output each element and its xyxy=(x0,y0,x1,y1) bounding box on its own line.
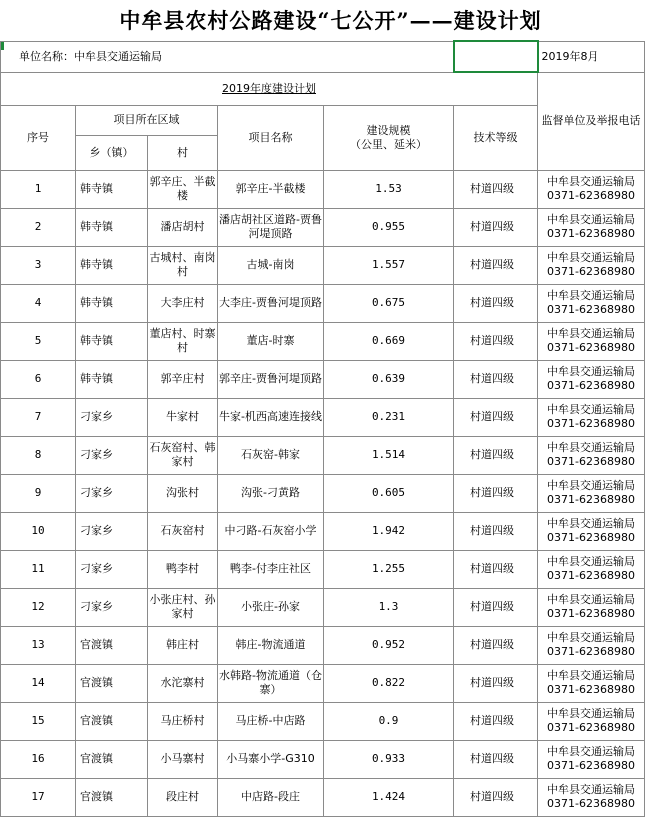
cell-township[interactable]: 刁家乡 xyxy=(76,398,148,436)
cell-seq[interactable]: 8 xyxy=(1,436,76,474)
unit-name-cell[interactable] xyxy=(1,41,454,72)
plan-table xyxy=(0,40,645,817)
supervisor-phone: 0371-62368980 xyxy=(547,759,635,772)
cell-village[interactable]: 小张庄村、孙家村 xyxy=(148,588,218,626)
cell-supervisor[interactable] xyxy=(538,170,645,208)
cell-scale[interactable]: 0.231 xyxy=(324,398,454,436)
header-name[interactable]: 项目名称 xyxy=(218,105,324,170)
cell-township[interactable]: 官渡镇 xyxy=(76,740,148,778)
cell-township[interactable]: 韩寺镇 xyxy=(76,246,148,284)
cell-project-name[interactable]: 牛家-机西高速连接线 xyxy=(218,398,324,436)
cell-township[interactable]: 刁家乡 xyxy=(76,474,148,512)
supervisor-unit: 中牟县交通运输局 xyxy=(547,707,635,720)
table-row xyxy=(1,740,645,778)
cell-village[interactable]: 水沱寨村 xyxy=(148,664,218,702)
cell-seq[interactable]: 7 xyxy=(1,398,76,436)
supervisor-unit: 中牟县交通运输局 xyxy=(547,327,635,340)
cell-supervisor[interactable] xyxy=(538,550,645,588)
header-seq[interactable]: 序号 xyxy=(1,105,76,170)
table-row xyxy=(1,702,645,740)
cell-scale[interactable]: 0.675 xyxy=(324,284,454,322)
cell-grade[interactable]: 村道四级 xyxy=(454,398,538,436)
table-row xyxy=(1,778,645,816)
supervisor-unit: 中牟县交通运输局 xyxy=(547,479,635,492)
cell-supervisor[interactable] xyxy=(538,588,645,626)
cell-village[interactable]: 大李庄村 xyxy=(148,284,218,322)
cell-scale[interactable]: 1.3 xyxy=(324,588,454,626)
cell-township[interactable]: 官渡镇 xyxy=(76,702,148,740)
cell-seq[interactable]: 6 xyxy=(1,360,76,398)
cell-scale[interactable]: 1.942 xyxy=(324,512,454,550)
supervisor-phone: 0371-62368980 xyxy=(547,189,635,202)
supervisor-phone: 0371-62368980 xyxy=(547,265,635,278)
table-row xyxy=(1,664,645,702)
cell-project-name[interactable]: 中刁路-石灰窑小学 xyxy=(218,512,324,550)
cell-project-name[interactable]: 马庄桥-中店路 xyxy=(218,702,324,740)
cell-project-name[interactable]: 韩庄-物流通道 xyxy=(218,626,324,664)
cell-marker xyxy=(1,42,4,50)
cell-seq[interactable]: 4 xyxy=(1,284,76,322)
cell-seq[interactable]: 1 xyxy=(1,170,76,208)
cell-township[interactable]: 刁家乡 xyxy=(76,588,148,626)
supervisor-phone: 0371-62368980 xyxy=(547,417,635,430)
cell-scale[interactable]: 0.933 xyxy=(324,740,454,778)
header-supervisor[interactable]: 监督单位及举报电话 xyxy=(538,72,645,170)
cell-scale[interactable]: 0.9 xyxy=(324,702,454,740)
supervisor-phone: 0371-62368980 xyxy=(547,379,635,392)
cell-scale[interactable]: 1.255 xyxy=(324,550,454,588)
cell-grade[interactable]: 村道四级 xyxy=(454,284,538,322)
cell-grade[interactable]: 村道四级 xyxy=(454,626,538,664)
cell-village[interactable]: 牛家村 xyxy=(148,398,218,436)
cell-township[interactable]: 韩寺镇 xyxy=(76,322,148,360)
table-row xyxy=(1,588,645,626)
cell-scale[interactable]: 0.639 xyxy=(324,360,454,398)
header-area[interactable]: 项目所在区域 xyxy=(76,105,218,135)
cell-supervisor[interactable] xyxy=(538,778,645,816)
supervisor-unit: 中牟县交通运输局 xyxy=(547,745,635,758)
cell-supervisor[interactable] xyxy=(538,322,645,360)
table-row xyxy=(1,626,645,664)
cell-village[interactable]: 郭辛庄、半截楼 xyxy=(148,170,218,208)
cell-supervisor[interactable] xyxy=(538,246,645,284)
cell-village[interactable]: 小马寨村 xyxy=(148,740,218,778)
cell-township[interactable]: 韩寺镇 xyxy=(76,360,148,398)
supervisor-phone: 0371-62368980 xyxy=(547,455,635,468)
cell-scale[interactable]: 0.955 xyxy=(324,208,454,246)
cell-supervisor[interactable] xyxy=(538,626,645,664)
table-row xyxy=(1,436,645,474)
cell-project-name[interactable]: 小张庄-孙家 xyxy=(218,588,324,626)
supervisor-unit: 中牟县交通运输局 xyxy=(547,593,635,606)
cell-seq[interactable]: 11 xyxy=(1,550,76,588)
header-grade[interactable]: 技术等级 xyxy=(454,105,538,170)
cell-township[interactable]: 官渡镇 xyxy=(76,664,148,702)
selected-cell[interactable] xyxy=(454,41,538,72)
table-row xyxy=(1,550,645,588)
cell-seq[interactable]: 5 xyxy=(1,322,76,360)
cell-project-name[interactable]: 古城-南岗 xyxy=(218,246,324,284)
supervisor-phone: 0371-62368980 xyxy=(547,645,635,658)
cell-scale[interactable]: 1.53 xyxy=(324,170,454,208)
cell-supervisor[interactable] xyxy=(538,360,645,398)
cell-grade[interactable]: 村道四级 xyxy=(454,360,538,398)
cell-scale[interactable]: 1.557 xyxy=(324,246,454,284)
cell-grade[interactable]: 村道四级 xyxy=(454,550,538,588)
cell-supervisor[interactable] xyxy=(538,664,645,702)
supervisor-phone: 0371-62368980 xyxy=(547,493,635,506)
cell-township[interactable]: 刁家乡 xyxy=(76,436,148,474)
cell-supervisor[interactable] xyxy=(538,436,645,474)
unit-name-label: 单位名称：中牟县交通运输局 xyxy=(19,49,162,63)
cell-supervisor[interactable] xyxy=(538,702,645,740)
supervisor-unit: 中牟县交通运输局 xyxy=(547,631,635,644)
table-row xyxy=(1,284,645,322)
cell-project-name[interactable]: 潘店胡社区道路-贾鲁河堤顶路 xyxy=(218,208,324,246)
cell-grade[interactable]: 村道四级 xyxy=(454,740,538,778)
cell-scale[interactable]: 1.514 xyxy=(324,436,454,474)
cell-grade[interactable]: 村道四级 xyxy=(454,436,538,474)
cell-project-name[interactable]: 水韩路-物流通道（仓寨） xyxy=(218,664,324,702)
supervisor-unit: 中牟县交通运输局 xyxy=(547,251,635,264)
cell-supervisor[interactable] xyxy=(538,208,645,246)
cell-seq[interactable]: 12 xyxy=(1,588,76,626)
supervisor-unit: 中牟县交通运输局 xyxy=(547,213,635,226)
plan-title[interactable]: 2019年度建设计划 xyxy=(1,72,538,105)
cell-project-name[interactable]: 鸭李-付李庄社区 xyxy=(218,550,324,588)
supervisor-unit: 中牟县交通运输局 xyxy=(547,365,635,378)
cell-project-name[interactable]: 小马寨小学-G310 xyxy=(218,740,324,778)
header-village[interactable]: 村 xyxy=(148,135,218,170)
cell-grade[interactable]: 村道四级 xyxy=(454,474,538,512)
cell-grade[interactable]: 村道四级 xyxy=(454,588,538,626)
cell-grade[interactable]: 村道四级 xyxy=(454,702,538,740)
cell-project-name[interactable]: 石灰窑-韩家 xyxy=(218,436,324,474)
cell-township[interactable]: 韩寺镇 xyxy=(76,208,148,246)
cell-township[interactable]: 刁家乡 xyxy=(76,550,148,588)
supervisor-phone: 0371-62368980 xyxy=(547,531,635,544)
cell-supervisor[interactable] xyxy=(538,740,645,778)
table-row xyxy=(1,398,645,436)
supervisor-unit: 中牟县交通运输局 xyxy=(547,669,635,682)
cell-project-name[interactable]: 郭辛庄-贾鲁河堤顶路 xyxy=(218,360,324,398)
date-cell[interactable]: 2019年8月 xyxy=(538,41,645,72)
cell-village[interactable]: 沟张村 xyxy=(148,474,218,512)
cell-supervisor[interactable] xyxy=(538,284,645,322)
cell-village[interactable]: 马庄桥村 xyxy=(148,702,218,740)
cell-project-name[interactable]: 中店路-段庄 xyxy=(218,778,324,816)
supervisor-phone: 0371-62368980 xyxy=(547,303,635,316)
supervisor-unit: 中牟县交通运输局 xyxy=(547,441,635,454)
cell-scale[interactable]: 0.822 xyxy=(324,664,454,702)
cell-grade[interactable]: 村道四级 xyxy=(454,512,538,550)
table-row xyxy=(1,474,645,512)
supervisor-phone: 0371-62368980 xyxy=(547,341,635,354)
cell-village[interactable]: 石灰窑村、韩家村 xyxy=(148,436,218,474)
supervisor-unit: 中牟县交通运输局 xyxy=(547,517,635,530)
cell-village[interactable]: 董店村、时寨村 xyxy=(148,322,218,360)
cell-grade[interactable]: 村道四级 xyxy=(454,322,538,360)
cell-seq[interactable]: 2 xyxy=(1,208,76,246)
cell-seq[interactable]: 15 xyxy=(1,702,76,740)
supervisor-unit: 中牟县交通运输局 xyxy=(547,403,635,416)
cell-scale[interactable]: 0.952 xyxy=(324,626,454,664)
cell-scale[interactable]: 1.424 xyxy=(324,778,454,816)
cell-township[interactable]: 刁家乡 xyxy=(76,512,148,550)
supervisor-phone: 0371-62368980 xyxy=(547,227,635,240)
cell-seq[interactable]: 13 xyxy=(1,626,76,664)
cell-village[interactable]: 韩庄村 xyxy=(148,626,218,664)
cell-seq[interactable]: 17 xyxy=(1,778,76,816)
cell-seq[interactable]: 3 xyxy=(1,246,76,284)
cell-grade[interactable]: 村道四级 xyxy=(454,170,538,208)
sheet-title: 中牟县农村公路建设“七公开”——建设计划 xyxy=(119,8,542,33)
cell-seq[interactable]: 14 xyxy=(1,664,76,702)
cell-village[interactable]: 郭辛庄村 xyxy=(148,360,218,398)
cell-village[interactable]: 段庄村 xyxy=(148,778,218,816)
cell-supervisor[interactable] xyxy=(538,512,645,550)
supervisor-phone: 0371-62368980 xyxy=(547,607,635,620)
cell-project-name[interactable]: 沟张-刁黄路 xyxy=(218,474,324,512)
table-row xyxy=(1,246,645,284)
cell-scale[interactable]: 0.605 xyxy=(324,474,454,512)
cell-grade[interactable]: 村道四级 xyxy=(454,246,538,284)
cell-seq[interactable]: 16 xyxy=(1,740,76,778)
cell-township[interactable]: 官渡镇 xyxy=(76,626,148,664)
cell-project-name[interactable]: 董店-时寨 xyxy=(218,322,324,360)
cell-township[interactable]: 官渡镇 xyxy=(76,778,148,816)
cell-village[interactable]: 潘店胡村 xyxy=(148,208,218,246)
supervisor-phone: 0371-62368980 xyxy=(547,721,635,734)
cell-grade[interactable]: 村道四级 xyxy=(454,208,538,246)
cell-seq[interactable]: 10 xyxy=(1,512,76,550)
table-row xyxy=(1,512,645,550)
cell-project-name[interactable]: 大李庄-贾鲁河堤顶路 xyxy=(218,284,324,322)
supervisor-unit: 中牟县交通运输局 xyxy=(547,175,635,188)
supervisor-phone: 0371-62368980 xyxy=(547,683,635,696)
cell-supervisor[interactable] xyxy=(538,398,645,436)
supervisor-unit: 中牟县交通运输局 xyxy=(547,555,635,568)
header-township[interactable]: 乡（镇） xyxy=(76,135,148,170)
cell-village[interactable]: 石灰窑村 xyxy=(148,512,218,550)
cell-village[interactable]: 鸭李村 xyxy=(148,550,218,588)
table-row xyxy=(1,360,645,398)
cell-grade[interactable]: 村道四级 xyxy=(454,778,538,816)
cell-supervisor[interactable] xyxy=(538,474,645,512)
supervisor-phone: 0371-62368980 xyxy=(547,569,635,582)
cell-township[interactable]: 韩寺镇 xyxy=(76,170,148,208)
header-scale[interactable]: 建设规模 （公里、延米） xyxy=(324,105,454,170)
supervisor-phone: 0371-62368980 xyxy=(547,797,635,810)
table-row xyxy=(1,322,645,360)
cell-project-name[interactable]: 郭辛庄-半截楼 xyxy=(218,170,324,208)
table-row xyxy=(1,170,645,208)
cell-township[interactable]: 韩寺镇 xyxy=(76,284,148,322)
supervisor-unit: 中牟县交通运输局 xyxy=(547,289,635,302)
table-row xyxy=(1,208,645,246)
cell-village[interactable]: 古城村、南岗村 xyxy=(148,246,218,284)
supervisor-unit: 中牟县交通运输局 xyxy=(547,783,635,796)
cell-grade[interactable]: 村道四级 xyxy=(454,664,538,702)
cell-seq[interactable]: 9 xyxy=(1,474,76,512)
cell-scale[interactable]: 0.669 xyxy=(324,322,454,360)
